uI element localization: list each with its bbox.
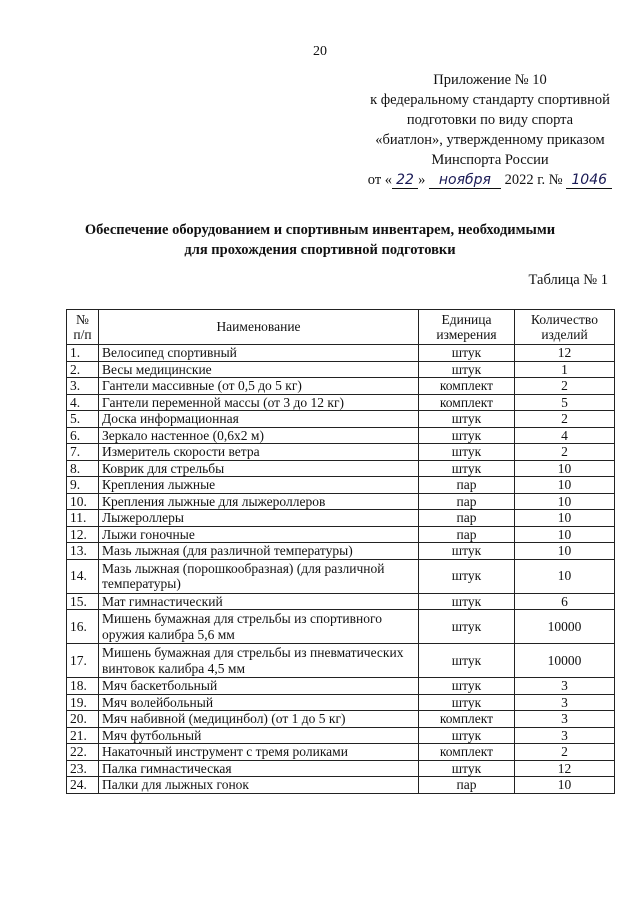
item-name: Мазь лыжная (порошкообразная) (для различной температуры) — [99, 559, 419, 593]
inventory-table — [66, 309, 615, 794]
date-mid: » — [418, 172, 426, 188]
row-number: 12. — [67, 526, 99, 543]
item-name: Коврик для стрельбы — [99, 460, 419, 477]
item-quantity: 3 — [515, 727, 615, 744]
appendix-block — [340, 70, 640, 190]
table-row — [67, 760, 615, 777]
item-quantity: 3 — [515, 694, 615, 711]
item-quantity: 1 — [515, 361, 615, 378]
item-quantity: 10 — [515, 777, 615, 794]
table-header-row — [67, 310, 615, 345]
table-row — [67, 711, 615, 728]
row-number: 17. — [67, 644, 99, 678]
row-number: 22. — [67, 744, 99, 761]
item-quantity: 2 — [515, 444, 615, 461]
appendix-line-4: «биатлон», утвержденному приказом — [375, 132, 605, 148]
item-unit: пар — [419, 493, 515, 510]
table-row — [67, 493, 615, 510]
row-number: 21. — [67, 727, 99, 744]
table-row — [67, 727, 615, 744]
appendix-line-2: к федеральному стандарту спортивной — [370, 92, 610, 108]
order-number: 1046 — [566, 172, 612, 189]
row-number: 18. — [67, 678, 99, 695]
item-unit: штук — [419, 427, 515, 444]
table-row — [67, 593, 615, 610]
item-unit: штук — [419, 543, 515, 560]
item-unit: штук — [419, 644, 515, 678]
item-unit: штук — [419, 361, 515, 378]
item-quantity: 2 — [515, 411, 615, 428]
table-row — [67, 543, 615, 560]
item-quantity: 10 — [515, 559, 615, 593]
appendix-line-3: подготовки по виду спорта — [406, 112, 574, 128]
item-name: Палка гимнастическая — [99, 760, 419, 777]
item-quantity: 12 — [515, 345, 615, 362]
item-name: Мяч набивной (медицинбол) (от 1 до 5 кг) — [99, 711, 419, 728]
item-name: Лыжероллеры — [99, 510, 419, 527]
row-number: 14. — [67, 559, 99, 593]
item-name: Накаточный инструмент с тремя роликами — [99, 744, 419, 761]
item-name: Мяч футбольный — [99, 727, 419, 744]
item-name: Мяч баскетбольный — [99, 678, 419, 695]
row-number: 24. — [67, 777, 99, 794]
item-name: Мишень бумажная для стрельбы из пневматических винтовок калибра 4,5 мм — [99, 644, 419, 678]
row-number: 15. — [67, 593, 99, 610]
item-unit: пар — [419, 777, 515, 794]
table-row — [67, 744, 615, 761]
item-unit: штук — [419, 444, 515, 461]
document-title-line-2: для прохождения спортивной подготовки — [184, 242, 456, 258]
item-name: Лыжи гоночные — [99, 526, 419, 543]
row-number: 7. — [67, 444, 99, 461]
item-quantity: 2 — [515, 744, 615, 761]
item-unit: пар — [419, 510, 515, 527]
date-year: 2022 г. № — [504, 172, 563, 188]
row-number: 23. — [67, 760, 99, 777]
table-row — [67, 411, 615, 428]
table-row — [67, 694, 615, 711]
table-label: Таблица № 1 — [528, 272, 608, 288]
item-quantity: 12 — [515, 760, 615, 777]
table-row — [67, 644, 615, 678]
item-name: Измеритель скорости ветра — [99, 444, 419, 461]
item-name: Крепления лыжные для лыжероллеров — [99, 493, 419, 510]
item-name: Доска информационная — [99, 411, 419, 428]
row-number: 1. — [67, 345, 99, 362]
item-unit: комплект — [419, 394, 515, 411]
item-unit: пар — [419, 477, 515, 494]
item-unit: штук — [419, 694, 515, 711]
appendix-line-5: Минспорта России — [431, 152, 549, 168]
table-row — [67, 378, 615, 395]
item-quantity: 10 — [515, 526, 615, 543]
item-unit: пар — [419, 526, 515, 543]
row-number: 5. — [67, 411, 99, 428]
row-number: 13. — [67, 543, 99, 560]
item-quantity: 10 — [515, 543, 615, 560]
item-name: Крепления лыжные — [99, 477, 419, 494]
item-unit: штук — [419, 610, 515, 644]
item-unit: штук — [419, 411, 515, 428]
item-quantity: 3 — [515, 678, 615, 695]
table-row — [67, 477, 615, 494]
item-unit: штук — [419, 760, 515, 777]
item-quantity: 5 — [515, 394, 615, 411]
header-qty: Количество изделий — [515, 310, 615, 345]
table-row — [67, 460, 615, 477]
table-row — [67, 394, 615, 411]
table-row — [67, 345, 615, 362]
table-row — [67, 427, 615, 444]
item-name: Мазь лыжная (для различной температуры) — [99, 543, 419, 560]
date-day: 22 — [392, 172, 418, 189]
item-quantity: 3 — [515, 711, 615, 728]
row-number: 16. — [67, 610, 99, 644]
appendix-date-line — [340, 170, 640, 190]
item-quantity: 4 — [515, 427, 615, 444]
item-name: Гантели массивные (от 0,5 до 5 кг) — [99, 378, 419, 395]
header-unit: Единица измерения — [419, 310, 515, 345]
item-unit: штук — [419, 559, 515, 593]
document-title — [0, 220, 640, 260]
table-row — [67, 559, 615, 593]
item-quantity: 10 — [515, 477, 615, 494]
table-row — [67, 678, 615, 695]
row-number: 3. — [67, 378, 99, 395]
item-quantity: 10 — [515, 493, 615, 510]
item-quantity: 10 — [515, 460, 615, 477]
item-unit: штук — [419, 678, 515, 695]
document-title-line-1: Обеспечение оборудованием и спортивным инвентарем, необходимыми — [84, 222, 556, 238]
item-name: Мат гимнастический — [99, 593, 419, 610]
item-name: Зеркало настенное (0,6х2 м) — [99, 427, 419, 444]
item-unit: комплект — [419, 744, 515, 761]
item-unit: комплект — [419, 711, 515, 728]
item-unit: штук — [419, 727, 515, 744]
item-quantity: 10000 — [515, 644, 615, 678]
header-name: Наименование — [99, 310, 419, 345]
table-row — [67, 777, 615, 794]
table-row — [67, 526, 615, 543]
date-prefix: от « — [367, 172, 393, 188]
table-row — [67, 510, 615, 527]
item-quantity: 2 — [515, 378, 615, 395]
item-unit: штук — [419, 460, 515, 477]
item-unit: штук — [419, 345, 515, 362]
row-number: 9. — [67, 477, 99, 494]
header-num: № п/п — [67, 310, 99, 345]
item-name: Гантели переменной массы (от 3 до 12 кг) — [99, 394, 419, 411]
page-number: 20 — [313, 44, 327, 59]
row-number: 11. — [67, 510, 99, 527]
row-number: 8. — [67, 460, 99, 477]
row-number: 2. — [67, 361, 99, 378]
item-unit: комплект — [419, 378, 515, 395]
item-name: Мишень бумажная для стрельбы из спортивного оружия калибра 5,6 мм — [99, 610, 419, 644]
row-number: 6. — [67, 427, 99, 444]
item-name: Мяч волейбольный — [99, 694, 419, 711]
item-quantity: 10000 — [515, 610, 615, 644]
item-name: Велосипед спортивный — [99, 345, 419, 362]
row-number: 10. — [67, 493, 99, 510]
item-quantity: 6 — [515, 593, 615, 610]
table-row — [67, 361, 615, 378]
row-number: 4. — [67, 394, 99, 411]
item-quantity: 10 — [515, 510, 615, 527]
item-name: Весы медицинские — [99, 361, 419, 378]
table-row — [67, 444, 615, 461]
row-number: 19. — [67, 694, 99, 711]
appendix-title: Приложение № 10 — [433, 72, 547, 88]
date-month: ноября — [429, 172, 501, 189]
item-name: Палки для лыжных гонок — [99, 777, 419, 794]
table-row — [67, 610, 615, 644]
row-number: 20. — [67, 711, 99, 728]
item-unit: штук — [419, 593, 515, 610]
